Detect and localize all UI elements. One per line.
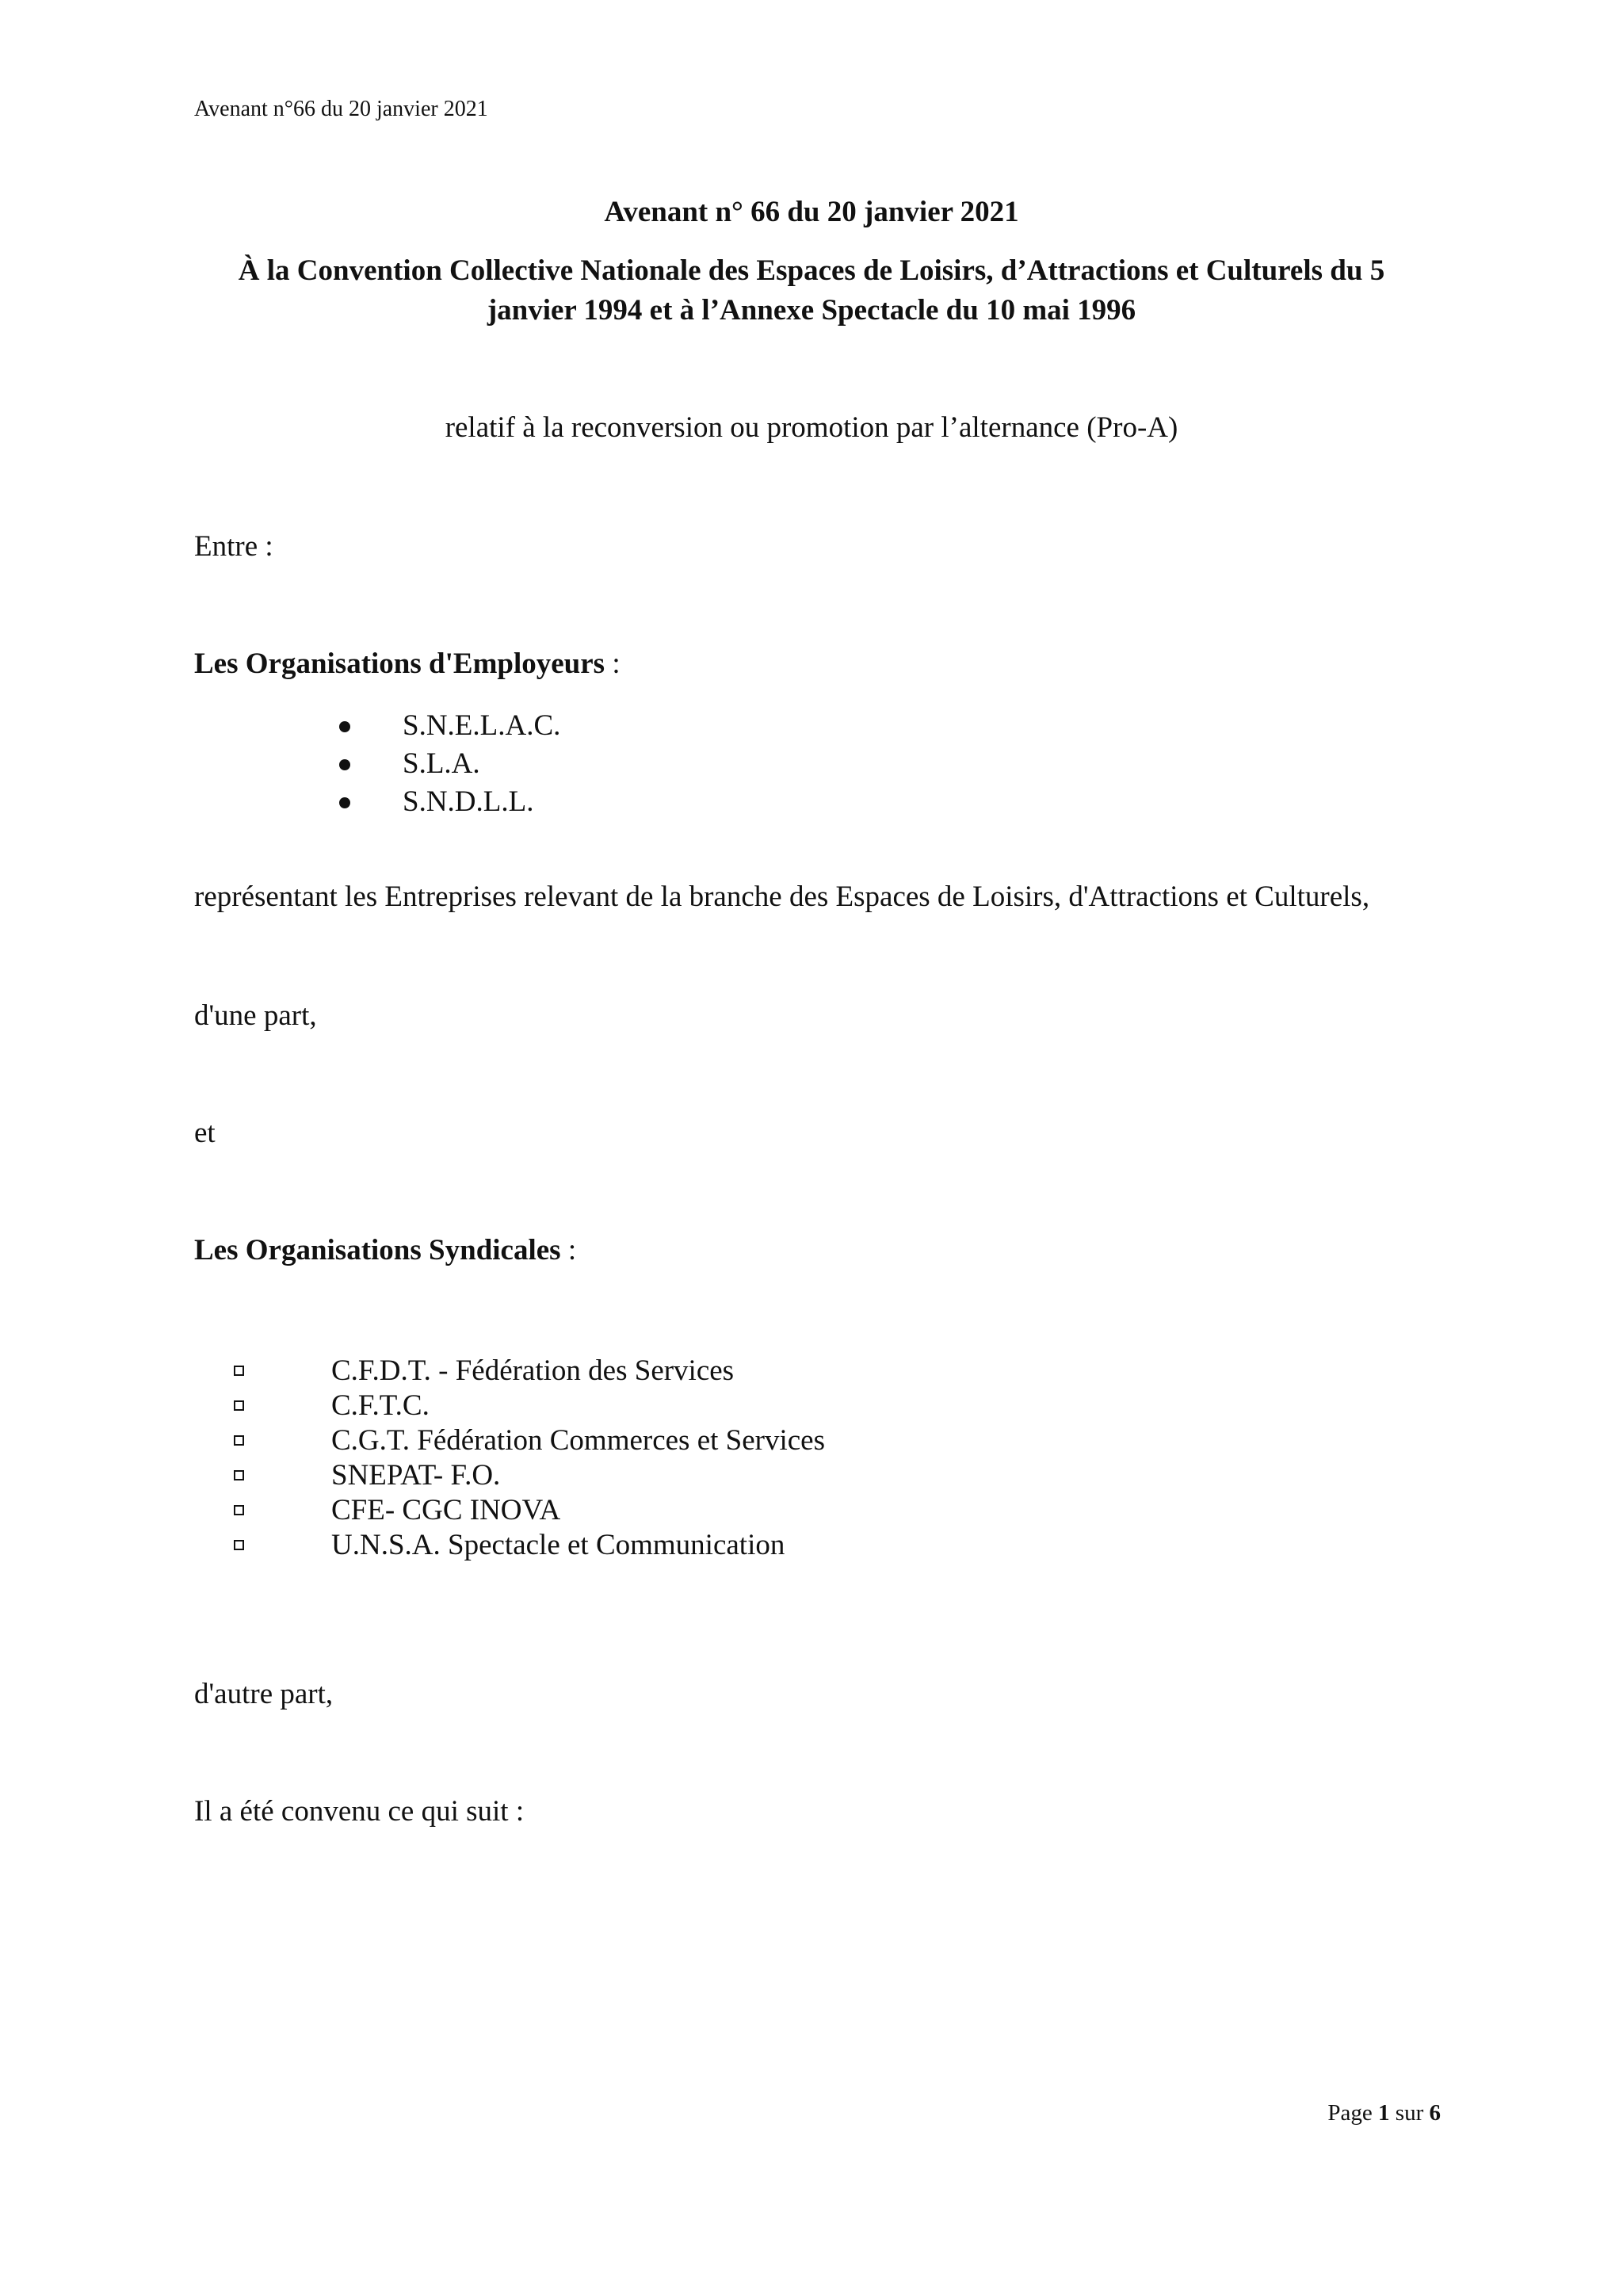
union-name: CFE- CGC INOVA <box>331 1494 561 1526</box>
and-text: et <box>194 1117 216 1149</box>
employer-name: S.N.E.L.A.C. <box>403 709 561 742</box>
union-name: U.N.S.A. Spectacle et Communication <box>331 1529 785 1561</box>
intro-text: Entre : <box>194 530 273 563</box>
running-header: Avenant n°66 du 20 janvier 2021 <box>194 97 488 121</box>
bullet-icon <box>339 721 350 732</box>
union-name: SNEPAT- F.O. <box>331 1459 501 1492</box>
document-subtitle-line-2: janvier 1994 et à l’Annexe Spectacle du 10 mai 1996 <box>487 294 1136 327</box>
document-subject: relatif à la reconversion ou promotion par l’alternance (Pro-A) <box>445 411 1178 444</box>
document-subtitle-line-1: À la Convention Collective Nationale des Espaces de Loisirs, d’Attractions et Culturels du 5 <box>238 254 1385 287</box>
page-number: 1 <box>1378 2100 1390 2126</box>
union-name: C.F.D.T. - Fédération des Services <box>331 1354 735 1387</box>
unions-heading <box>194 1233 576 1267</box>
employers-heading <box>194 647 621 681</box>
square-bullet-icon <box>234 1505 244 1515</box>
employer-name: S.N.D.L.L. <box>403 785 534 818</box>
employer-name: S.L.A. <box>403 747 480 780</box>
page-prefix: Page <box>1327 2100 1379 2126</box>
square-bullet-icon <box>234 1366 244 1376</box>
employers-heading-label: Les Organisations d'Employeurs <box>194 648 605 680</box>
page-middle: sur <box>1389 2100 1430 2126</box>
square-bullet-icon <box>234 1435 244 1446</box>
square-bullet-icon <box>234 1540 244 1550</box>
union-name: C.G.T. Fédération Commerces et Services <box>331 1424 826 1457</box>
other-part-text: d'autre part, <box>194 1678 334 1710</box>
employers-heading-colon: : <box>605 648 621 680</box>
unions-heading-label: Les Organisations Syndicales <box>194 1234 561 1266</box>
document-title: Avenant n° 66 du 20 janvier 2021 <box>604 196 1019 228</box>
one-part-text: d'une part, <box>194 999 317 1032</box>
square-bullet-icon <box>234 1400 244 1411</box>
agreed-text: Il a été convenu ce qui suit : <box>194 1795 525 1828</box>
union-name: C.F.T.C. <box>331 1389 430 1422</box>
representing-text: représentant les Entreprises relevant de la branche des Espaces de Loisirs, d'Attractions et Culturels, <box>194 881 1370 913</box>
square-bullet-icon <box>234 1470 244 1480</box>
page-total: 6 <box>1429 2100 1441 2126</box>
unions-heading-colon: : <box>560 1234 577 1266</box>
page-footer <box>1327 2100 1441 2126</box>
bullet-icon <box>339 759 350 770</box>
bullet-icon <box>339 797 350 808</box>
